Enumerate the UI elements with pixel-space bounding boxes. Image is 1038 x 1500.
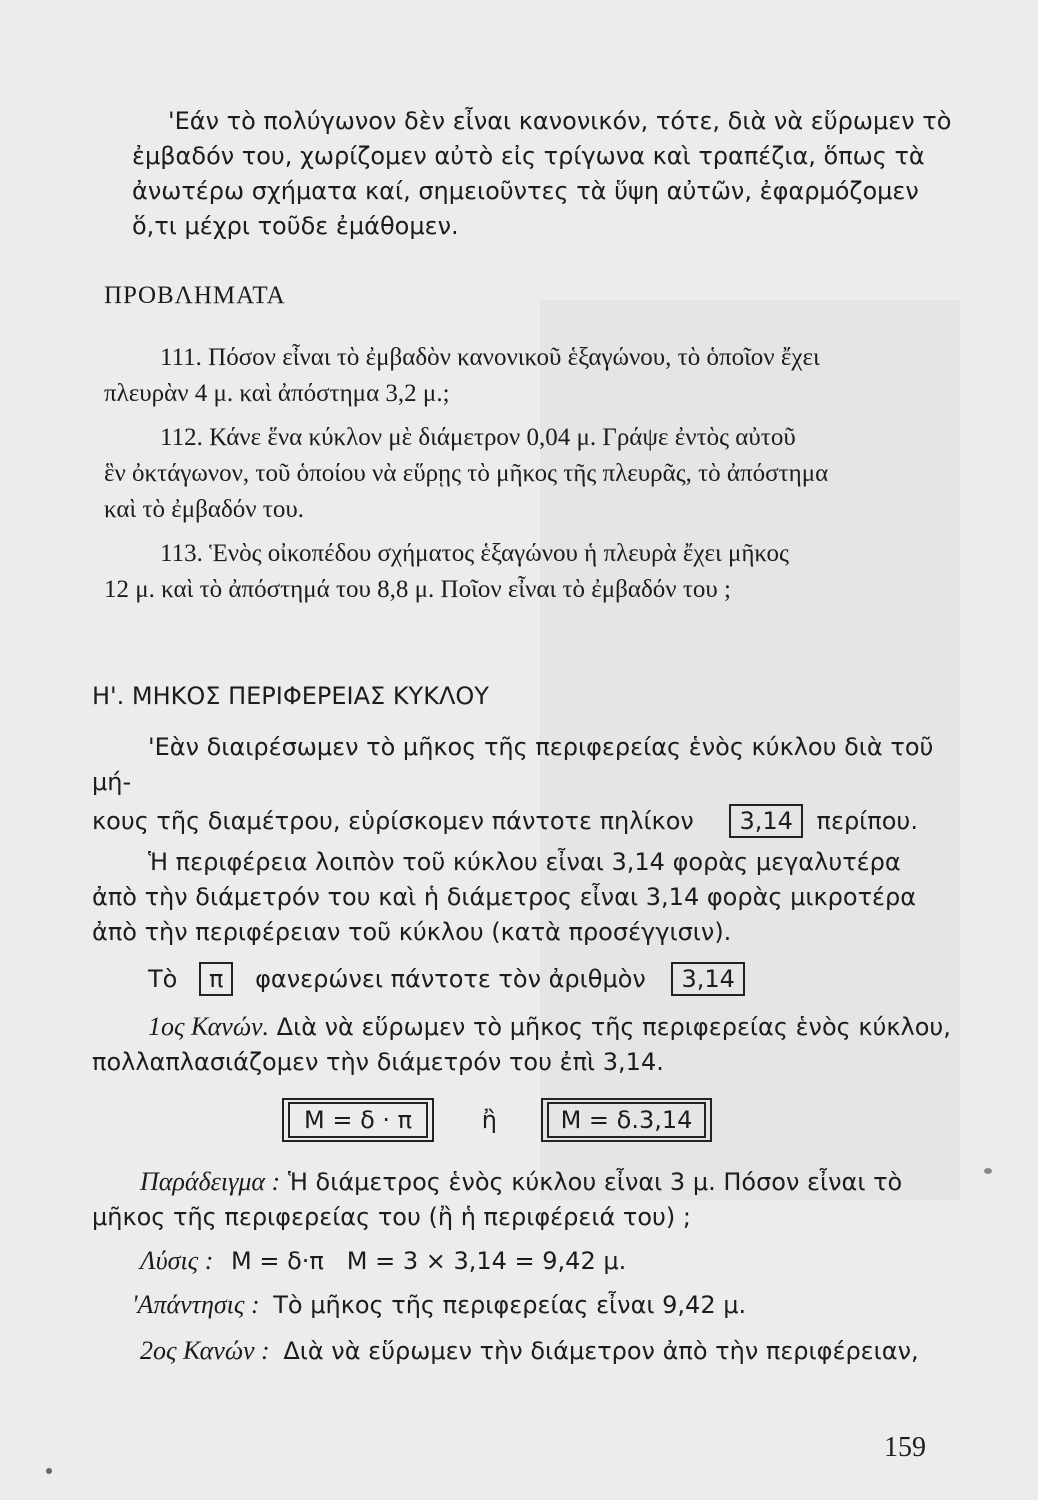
example-line-1: Ἡ διάμετρος ἑνὸς κύκλου εἶναι 3 μ. Πόσον εἶναι τὸ (287, 1168, 903, 1196)
section-p2-line-1: Ἡ περιφέρεια λοιπὸν τοῦ κύκλου εἶναι 3,14 φορὰς μεγαλυτέρα (148, 848, 901, 876)
section-p1-line-2-end: περίπου. (816, 807, 918, 835)
intro-line-1: 'Εάν τὸ πολύγωνον δὲν εἶναι κανονικόν, τότε, διὰ νὰ εὕρωμεν τὸ (168, 107, 952, 135)
problems-heading: ΠΡΟΒΛΗΜΑΤΑ (104, 282, 286, 309)
rule-1 (92, 1009, 952, 1045)
rule-1-line-1: Διὰ νὰ εὕρωμεν τὸ μῆκος τῆς περιφερείας ἑνὸς κύκλου, (276, 1013, 951, 1041)
answer (92, 1287, 952, 1323)
section-p1-line-1: 'Εὰν διαιρέσωμεν τὸ μῆκος τῆς περιφερείας ἑνὸς κύκλου διὰ τοῦ μή- (92, 733, 934, 796)
rule-1-line-2: πολλαπλασιάζομεν τὴν διάμετρόν του ἐπὶ 3,14. (92, 1048, 664, 1076)
section-body (92, 730, 952, 1369)
formula-row (92, 1098, 952, 1142)
section-heading: Η'. ΜΗΚΟΣ ΠΕΡΙΦΕΡΕΙΑΣ ΚΥΚΛΟΥ (92, 682, 489, 710)
rule-1-label: 1ος Κανών. (148, 1012, 270, 1041)
rule-2 (92, 1333, 952, 1369)
section-p2-line-2: ἀπὸ τὴν διάμετρόν του καὶ ἡ διάμετρος εἶναι 3,14 φορὰς μικροτέρα (92, 883, 917, 911)
solution (92, 1243, 952, 1279)
section-p3 (92, 962, 952, 997)
problems-list (104, 340, 964, 608)
section-p3-start: Τὸ (148, 965, 178, 993)
section-p2-line-3: ἀπὸ τὴν περιφέρειαν τοῦ κύκλου (κατὰ προσέγγισιν). (92, 918, 732, 946)
formula-2: Μ = δ.3,14 (547, 1102, 707, 1138)
ink-speck (46, 1468, 52, 1474)
example-line-2: μῆκος τῆς περιφερείας του (ἢ ἡ περιφέρειά του) ; (92, 1203, 691, 1231)
intro-line-4: ὅ,τι μέχρι τοῦδε ἐμάθομεν. (132, 212, 459, 240)
intro-line-3: ἀνωτέρω σχήματα καί, σημειοῦντες τὰ ὕψη αὐτῶν, ἐφαρμόζομεν (132, 177, 919, 205)
formula-1: Μ = δ · π (288, 1102, 428, 1138)
ink-speck (984, 1168, 992, 1174)
solution-label: Λύσις : (140, 1246, 214, 1275)
answer-text: Τὸ μῆκος τῆς περιφερείας εἶναι 9,42 μ. (273, 1291, 747, 1319)
formula-2-box (541, 1098, 713, 1142)
problem-111-line-2: πλευρὰν 4 μ. καὶ ἀπόστημα 3,2 μ.; (104, 380, 450, 407)
section-p3-middle: φανερώνει πάντοτε τὸν ἀριθμὸν (255, 965, 646, 993)
example (92, 1164, 952, 1200)
number-box: 3,14 (671, 962, 744, 996)
example-label: Παράδειγμα : (140, 1167, 281, 1196)
problem-112-line-3: καὶ τὸ ἐμβαδόν του. (104, 496, 304, 523)
rule-2-label: 2ος Κανών : (140, 1336, 270, 1365)
quotient-box: 3,14 (729, 804, 802, 838)
formula-or: ἢ (481, 1106, 497, 1134)
intro-line-2: ἐμβαδόν του, χωρίζομεν αὐτὸ εἰς τρίγωνα καὶ τραπέζια, ὅπως τὰ (132, 142, 925, 170)
page-number: 159 (884, 1432, 926, 1463)
section-p1-line-2-text: κους τῆς διαμέτρου, εὑρίσκομεν πάντοτε πηλίκον (92, 807, 694, 835)
formula-1-box (282, 1098, 434, 1142)
solution-text: Μ = δ·π Μ = 3 × 3,14 = 9,42 μ. (231, 1247, 627, 1275)
section-p1-line-2 (92, 804, 952, 839)
problem-113-line-1: 113. Ἑνὸς οἰκοπέδου σχήματος ἑξαγώνου ἡ πλευρὰ ἔχει μῆκος (160, 540, 789, 567)
answer-label: 'Απάντησις : (132, 1290, 260, 1319)
problem-112-line-1: 112. Κάνε ἕνα κύκλον μὲ διάμετρον 0,04 μ. Γράψε ἐντὸς αὐτοῦ (160, 424, 796, 451)
problem-112-line-2: ἓν ὀκτάγωνον, τοῦ ὁποίου νὰ εὕρῃς τὸ μῆκος τῆς πλευρᾶς, τὸ ἀπόστημα (104, 460, 829, 487)
problem-113-line-2: 12 μ. καὶ τὸ ἀπόστημά του 8,8 μ. Ποῖον εἶναι τὸ ἐμβαδόν του ; (104, 576, 731, 603)
intro-paragraph (132, 104, 962, 244)
pi-box: π (199, 962, 233, 996)
rule-2-text: Διὰ νὰ εὕρωμεν τὴν διάμετρον ἀπὸ τὴν περιφέρειαν, (283, 1337, 919, 1365)
problem-111-line-1: 111. Πόσον εἶναι τὸ ἐμβαδὸν κανονικοῦ ἑξαγώνου, τὸ ὁποῖον ἔχει (160, 344, 820, 371)
